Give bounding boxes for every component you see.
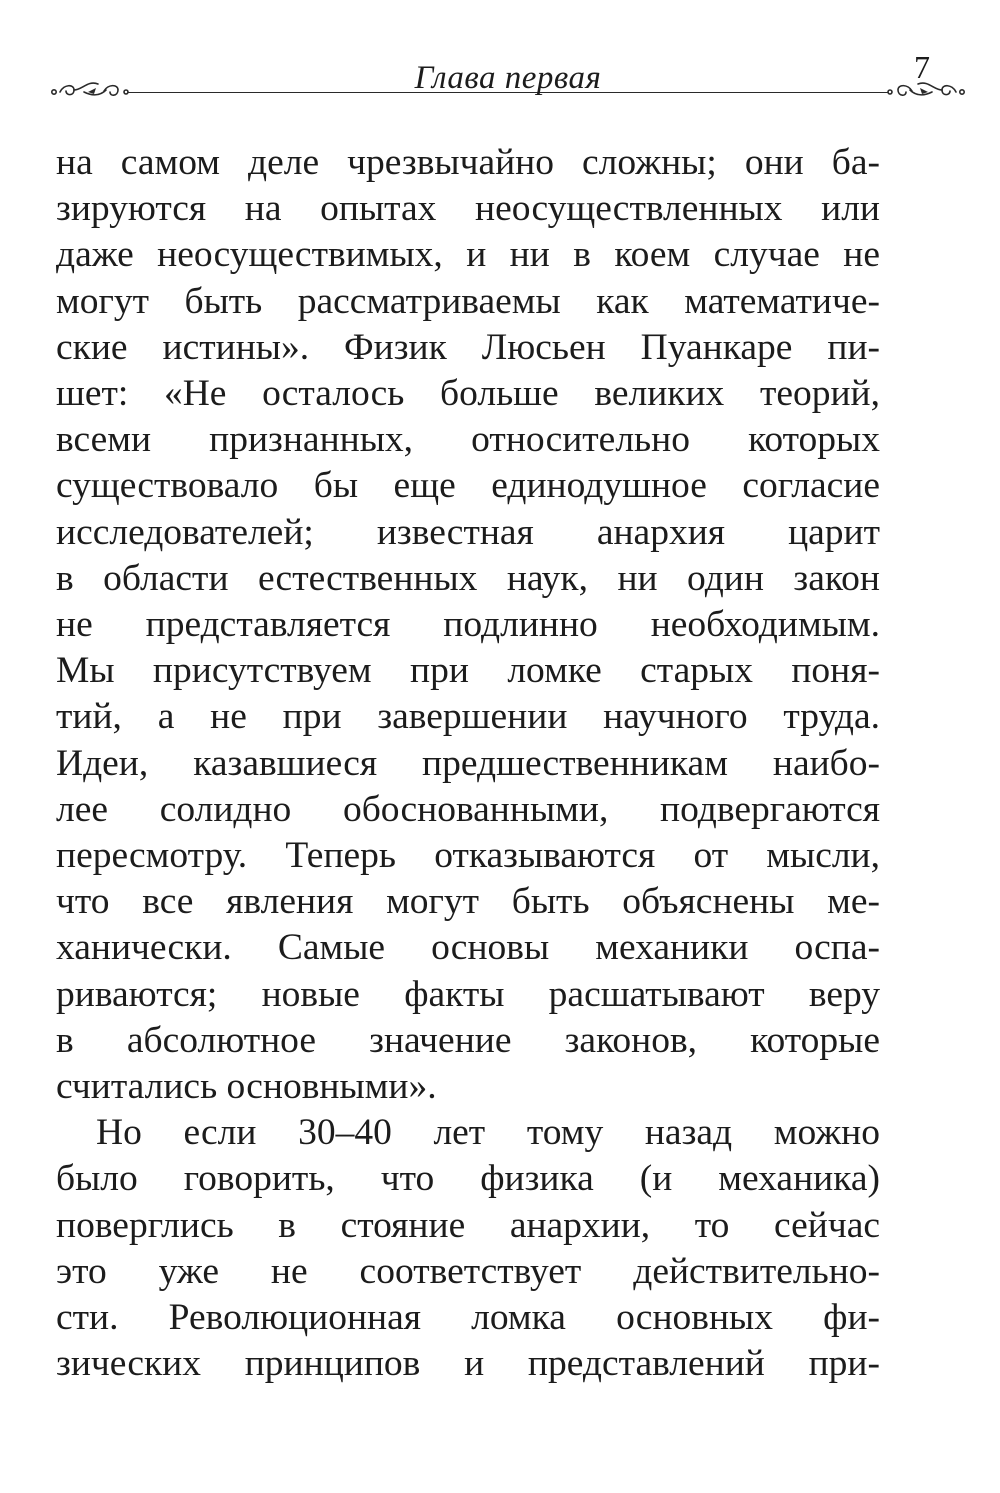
- page-number: 7: [914, 49, 930, 85]
- text-line: лее солидно обоснованными, подвергаются: [56, 788, 880, 830]
- text-line: даже неосуществимых, и ни в коем случае не: [56, 234, 880, 276]
- paragraph-2: [56, 1110, 880, 1387]
- text-line: Идеи, казавшиеся предшественникам наибо-: [56, 742, 880, 784]
- text-line: существовало бы еще единодушное согласие: [56, 465, 880, 507]
- right-flourish-ornament-icon: [884, 70, 968, 110]
- text-line: считались основными».: [56, 1066, 437, 1108]
- text-line: сти. Революционная ломка основных фи-: [56, 1297, 880, 1339]
- text-line: зируются на опытах неосуществленных или: [56, 188, 880, 230]
- text-line: тий, а не при завершении научного труда.: [56, 696, 880, 738]
- text-line: что все явления могут быть объяснены ме-: [56, 881, 880, 923]
- text-line: было говорить, что физика (и механика): [56, 1158, 880, 1200]
- text-line: это уже не соответствует действительно-: [56, 1250, 880, 1292]
- paragraph-1: [56, 140, 880, 1110]
- text-line: исследователей; известная анархия царит: [56, 511, 880, 553]
- text-line: ханически. Самые основы механики оспа-: [56, 927, 880, 969]
- text-line: не представляется подлинно необходимым.: [56, 604, 880, 646]
- text-line: ские истины». Физик Люсьен Пуанкаре пи-: [56, 326, 880, 368]
- text-line: на самом деле чрезвычайно сложны; они ба-: [56, 142, 880, 183]
- chapter-title: Глава первая: [414, 60, 602, 96]
- text-line: Мы присутствуем при ломке старых поня-: [56, 650, 880, 692]
- text-line: в области естественных наук, ни один закон: [56, 557, 880, 599]
- text-line: риваются; новые факты расшатывают веру: [56, 973, 880, 1015]
- text-line: шет: «Не осталось больше великих теорий,: [56, 373, 880, 415]
- text-line: пересмотру. Теперь отказываются от мысли,: [56, 835, 880, 877]
- text-line: всеми признанных, относительно которых: [56, 419, 880, 461]
- text-line: могут быть рассматриваемы как математиче-: [56, 280, 880, 322]
- text-line: в абсолютное значение законов, которые: [56, 1019, 880, 1061]
- text-line: зических принципов и представлений при-: [56, 1343, 880, 1385]
- running-head: [48, 40, 968, 110]
- text-line: Но если 30–40 лет тому назад можно: [96, 1112, 880, 1154]
- body-text: [56, 140, 880, 1387]
- text-line: поверглись в стояние анархии, то сейчас: [56, 1204, 880, 1246]
